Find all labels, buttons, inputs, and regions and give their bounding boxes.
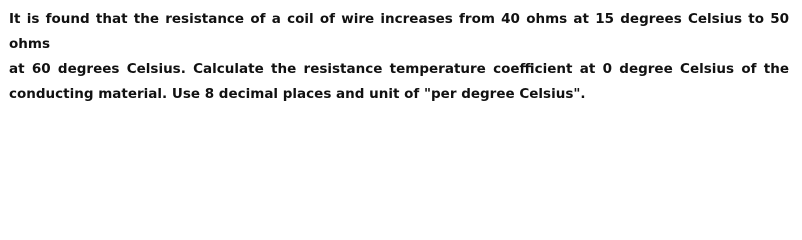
question-text [9,7,789,107]
question-line-2: at 60 degrees Celsius. Calculate the resistance temperature coefficient at 0 degree Celsius of the [9,61,789,77]
question-line-3: conducting material. Use 8 decimal places and unit of "per degree Celsius". [9,86,586,102]
question-line-1: It is found that the resistance of a coil of wire increases from 40 ohms at 15 degrees Celsius to 50 ohms [9,11,789,52]
